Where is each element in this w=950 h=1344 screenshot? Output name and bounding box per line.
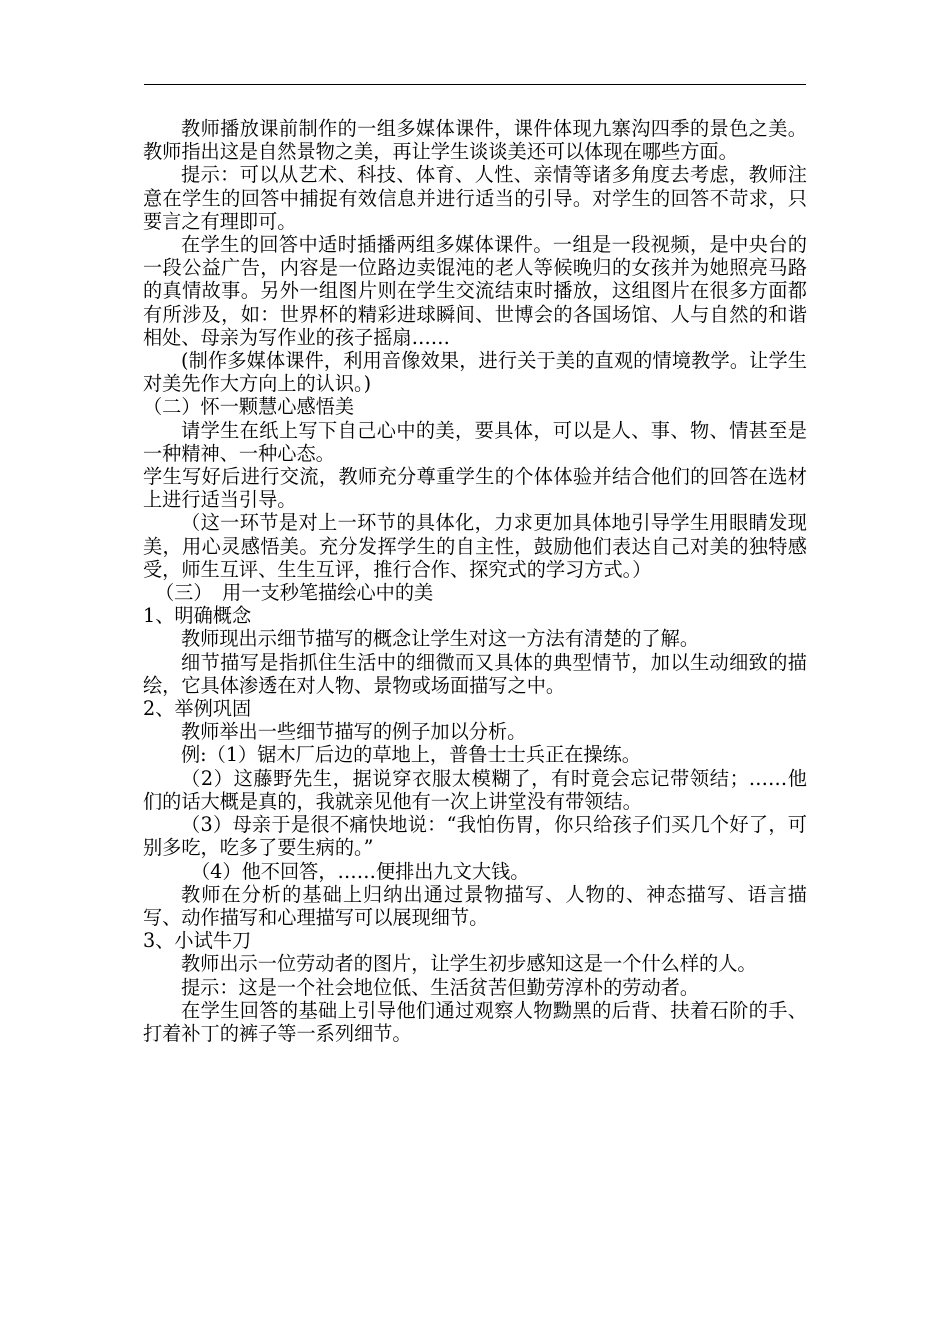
paragraph-show-picture: 教师出示一位劳动者的图片，让学生初步感知这是一个什么样的人。 xyxy=(181,952,757,976)
example-2: （2）这藤野先生，据说穿衣服太模糊了，有时竟会忘记带领结；……他们的话大概是真的，我就亲见他有一次上讲堂没有带领结。 xyxy=(143,766,807,813)
paragraph-write-beauty: 请学生在纸上写下自己心中的美，要具体，可以是人、事、物、情甚至是一种精神、一种心态。 xyxy=(143,418,807,465)
example-1: 例:（1）锯木厂后边的草地上，普鲁士士兵正在操练。 xyxy=(181,743,641,767)
paragraph-note-2: （这一环节是对上一环节的具体化，力求更加具体地引导学生用眼睛发现美，用心灵感悟美。充分发挥学生的自主性，鼓励他们表达自己对美的独特感受，师生互评、生生互评，推行合作、探究式的学习方式。） xyxy=(143,511,807,581)
section-heading-2: （二）怀一颗慧心感悟美 xyxy=(143,395,355,419)
paragraph-hint-2: 提示：这是一个社会地位低、生活贫苦但勤劳淳朴的劳动者。 xyxy=(181,975,700,999)
document-body xyxy=(143,117,807,1045)
example-3: （3）母亲于是很不痛快地说：“我怕伤胃，你只给孩子们买几个好了，可别多吃，吃多了要生病的。” xyxy=(143,813,807,860)
paragraph-multimedia-intro: 教师播放课前制作的一组多媒体课件，课件体现九寨沟四季的景色之美。教师指出这是自然景物之美，再让学生谈谈美还可以体现在哪些方面。 xyxy=(143,117,807,164)
subheading-2: 2、举例巩固 xyxy=(143,697,252,721)
paragraph-examples-intro: 教师举出一些细节描写的例子加以分析。 xyxy=(181,720,527,744)
paragraph-exchange: 学生写好后进行交流，教师充分尊重学生的个体体验并结合他们的回答在选材上进行适当引导。 xyxy=(143,465,807,512)
paragraph-definition: 细节描写是指抓住生活中的细微而又具体的典型情节，加以生动细致的描绘，它具体渗透在对人物、景物或场面描写之中。 xyxy=(143,650,807,697)
paragraph-insert-courseware: 在学生的回答中适时插播两组多媒体课件。一组是一段视频，是中央台的一段公益广告，内容是一位路边卖馄沌的老人等候晚归的女孩并为她照亮马路的真情故事。另外一组图片则在学生交流结束时播放，这组图片在很多方面都有所涉及，如：世界杯的精彩进球瞬间、世博会的各国场馆、人与自然的和谐相处、母亲为写作业的孩子摇扇…… xyxy=(143,233,807,349)
subheading-3: 3、小试牛刀 xyxy=(143,929,252,953)
paragraph-hint-1: 提示：可以从艺术、科技、体育、人性、亲情等诸多角度去考虑，教师注意在学生的回答中捕捉有效信息并进行适当的引导。对学生的回答不苛求，只要言之有理即可。 xyxy=(143,163,807,233)
paragraph-concept: 教师现出示细节描写的概念让学生对这一方法有清楚的了解。 xyxy=(181,627,700,651)
paragraph-guide-details: 在学生回答的基础上引导他们通过观察人物黝黑的后背、扶着石阶的手、打着补丁的裤子等一系列细节。 xyxy=(143,998,807,1045)
subheading-1: 1、明确概念 xyxy=(143,604,252,628)
paragraph-note-1: (制作多媒体课件，利用音像效果，进行关于美的直观的情境教学。让学生对美先作大方向上的认识。) xyxy=(143,349,807,396)
section-heading-3: （三） 用一支秒笔描绘心中的美 xyxy=(155,581,434,605)
paragraph-summary: 教师在分析的基础上归纳出通过景物描写、人物的、神态描写、语言描写、动作描写和心理描写可以展现细节。 xyxy=(143,882,807,929)
example-4: （4）他不回答，……便排出九文大钱。 xyxy=(191,859,530,883)
header-rule xyxy=(144,84,806,85)
